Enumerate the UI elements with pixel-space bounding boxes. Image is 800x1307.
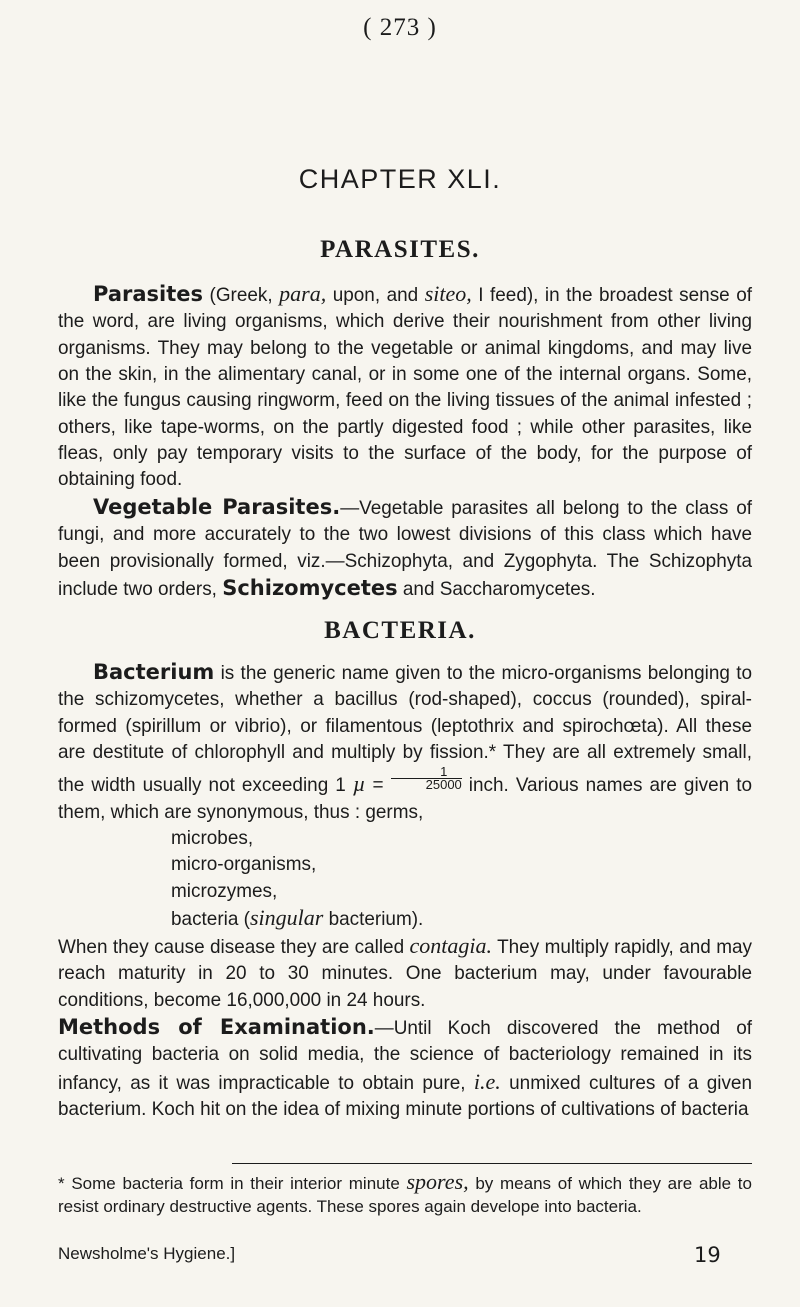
paragraph-bacterium bbox=[58, 659, 752, 826]
text-run: is the generic name given to the micro-organisms belonging to the schizomycetes, whether a bacillus (rod-shaped), coccus (rounded), spiral-formed (spirillum or vibrio), or filamentous (leptothrix and spirochœta). All these are destitute of chlorophyll and multiply by fission.* They are all extremely small, the width usually not exceeding 1 bbox=[58, 663, 752, 797]
paragraph-heading: Parasites bbox=[93, 282, 204, 306]
paragraph-vegetable-parasites bbox=[58, 494, 752, 603]
text-run: * Some bacteria form in their interior minute bbox=[58, 1174, 407, 1193]
chapter-title: CHAPTER XLI. bbox=[298, 164, 502, 194]
text-run: and Saccharomycetes. bbox=[397, 579, 596, 601]
text-run: inch. Various names are given to them, which are synonymous, thus : germs, bbox=[58, 775, 752, 823]
text-run: bacteria ( bbox=[171, 909, 250, 931]
text-run: bacterium). bbox=[323, 909, 424, 931]
text-run: by means of which they are able to resist ordinary destructive agents. These spores again develope into bacteria. bbox=[58, 1174, 752, 1216]
fraction-numerator: 1 bbox=[391, 766, 462, 779]
section-title-parasites: PARASITES. bbox=[320, 236, 480, 263]
fraction bbox=[391, 766, 462, 791]
synonym-item bbox=[171, 905, 800, 933]
text-run: upon, and bbox=[326, 285, 425, 306]
italic-word: contagia. bbox=[409, 933, 493, 958]
text-run: —Until Koch discovered the method of cultivating bacteria on solid media, the science of bacteriology remained in its infancy, as it was impracticable to obtain pure, bbox=[58, 1018, 752, 1094]
paragraph-parasites bbox=[58, 281, 752, 494]
page-number: ( 273 ) bbox=[363, 14, 437, 41]
text-run: When they cause disease they are called bbox=[58, 937, 410, 958]
paragraph-heading: Vegetable Parasites. bbox=[93, 495, 341, 519]
footer-source: Newsholme's Hygiene.] bbox=[58, 1244, 236, 1263]
fraction-denominator: 25000 bbox=[425, 777, 462, 793]
signature-mark: 19 bbox=[694, 1243, 721, 1267]
paragraph-heading: Bacterium bbox=[93, 660, 215, 684]
section-title-bacteria: BACTERIA. bbox=[324, 617, 476, 644]
paragraph-heading: Methods of Examination. bbox=[58, 1015, 375, 1039]
greek-word-siteo: siteo, bbox=[424, 281, 472, 306]
italic-word: i.e. bbox=[473, 1068, 501, 1094]
synonym-item: micro-organisms, bbox=[171, 854, 317, 876]
paragraph-methods bbox=[58, 1014, 752, 1123]
text-run: They multiply rapidly, and may reach maturity in 20 to 30 minutes. One bacterium may, under favourable conditions, become 16,000,000 in 24 hours. bbox=[58, 937, 752, 1011]
paragraph-contagia bbox=[58, 933, 752, 1014]
bold-term: Schizomycetes bbox=[222, 576, 398, 601]
synonym-list bbox=[58, 826, 800, 933]
synonym-item: microbes, bbox=[171, 828, 254, 849]
italic-word: singular bbox=[249, 905, 324, 931]
footnote-divider bbox=[232, 1163, 752, 1164]
italic-word: spores, bbox=[406, 1169, 469, 1194]
greek-word-para: para, bbox=[279, 281, 327, 306]
synonym-item: microzymes, bbox=[171, 880, 278, 902]
mu-symbol: µ bbox=[352, 771, 366, 797]
text-run: unmixed cultures of a given bacterium. Koch hit on the idea of mixing minute portions of cultivations of bacteria bbox=[58, 1072, 752, 1121]
footnote bbox=[58, 1170, 752, 1218]
text-run: = bbox=[365, 775, 391, 797]
text-run: I feed), in the broadest sense of the word, are living organisms, which derive their nourishment from other living organisms. They may belong to the vegetable or animal kingdoms, and may live on the skin, in the alimentary canal, or in some one of the internal organs. Some, like the fungus causing ringworm, feed on the living tissues of the animal infested ; others, like tape-worms, on the partly digested food ; while other parasites, like fleas, only pay temporary visits to the surface of the body, for the purpose of obtaining food. bbox=[58, 285, 753, 491]
text-run: (Greek, bbox=[203, 285, 280, 306]
text-run: —Vegetable parasites all belong to the class of fungi, and more accurately to the two lowest divisions of this class which have been provisionally formed, viz.—Schizophyta, and Zygophyta. The Schizophyta include two orders, bbox=[58, 498, 752, 601]
